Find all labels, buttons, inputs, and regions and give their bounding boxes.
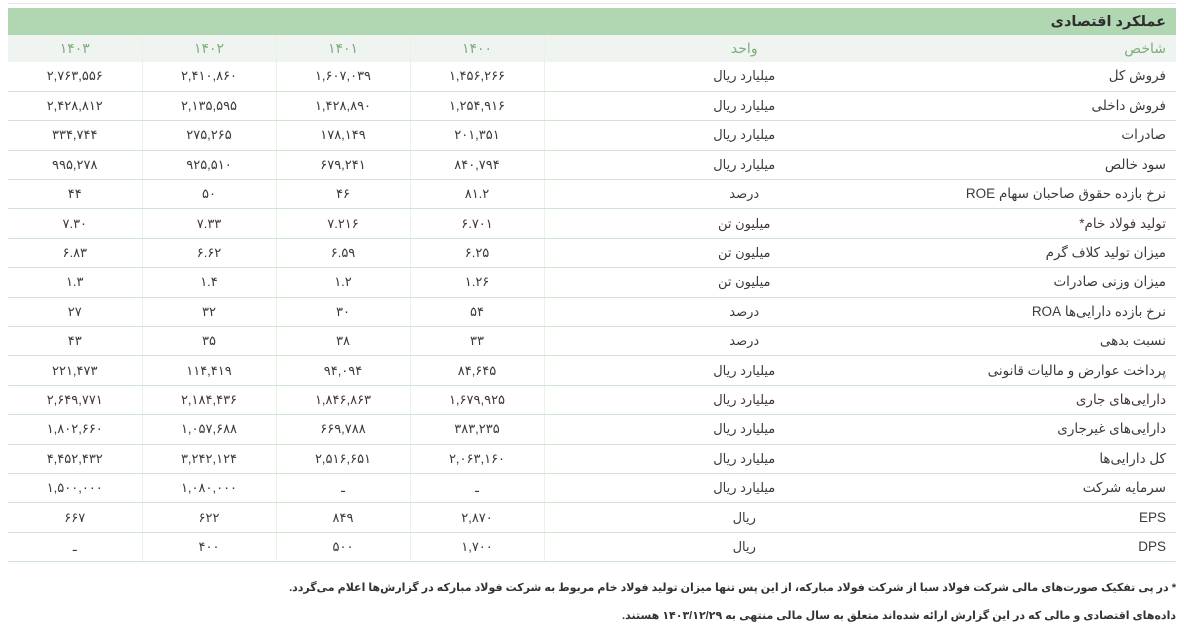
cell-indicator: EPS bbox=[944, 503, 1176, 532]
cell-unit: میلیارد ریال bbox=[544, 150, 944, 179]
cell-indicator: دارایی‌های غیرجاری bbox=[944, 415, 1176, 444]
cell-value-1400: ۲,۰۶۳,۱۶۰ bbox=[410, 444, 544, 473]
cell-value-1400: ۵۴ bbox=[410, 297, 544, 326]
cell-value-1403: ۲,۶۴۹,۷۷۱ bbox=[8, 385, 142, 414]
cell-value-1400: ۳۳ bbox=[410, 327, 544, 356]
cell-value-1401: ۲,۵۱۶,۶۵۱ bbox=[276, 444, 410, 473]
cell-value-1402: ۳۲ bbox=[142, 297, 276, 326]
cell-value-1401: ۱۷۸,۱۴۹ bbox=[276, 121, 410, 150]
cell-value-1403: ۲,۴۲۸,۸۱۲ bbox=[8, 91, 142, 120]
table-row bbox=[8, 121, 1176, 150]
table-row bbox=[8, 180, 1176, 209]
cell-indicator: دارایی‌های جاری bbox=[944, 385, 1176, 414]
col-header-year-1403: ۱۴۰۳ bbox=[8, 35, 142, 62]
table-row bbox=[8, 209, 1176, 238]
cell-value-1402: ۲,۱۸۴,۴۳۶ bbox=[142, 385, 276, 414]
table-body bbox=[8, 62, 1176, 562]
table-row bbox=[8, 473, 1176, 502]
cell-unit: میلیون تن bbox=[544, 268, 944, 297]
cell-value-1402: ۶.۶۲ bbox=[142, 238, 276, 267]
cell-value-1402: ۵۰ bbox=[142, 180, 276, 209]
cell-indicator: DPS bbox=[944, 532, 1176, 561]
cell-value-1400: ـ bbox=[410, 473, 544, 502]
cell-value-1403: ۱,۵۰۰,۰۰۰ bbox=[8, 473, 142, 502]
cell-unit: میلیارد ریال bbox=[544, 385, 944, 414]
cell-value-1401: ۷.۲۱۶ bbox=[276, 209, 410, 238]
cell-indicator: کل دارایی‌ها bbox=[944, 444, 1176, 473]
table-row bbox=[8, 91, 1176, 120]
cell-indicator: میزان تولید کلاف گرم bbox=[944, 238, 1176, 267]
cell-value-1403: ۶.۸۳ bbox=[8, 238, 142, 267]
table-title: عملکرد اقتصادی bbox=[1050, 13, 1166, 30]
cell-value-1400: ۶.۷۰۱ bbox=[410, 209, 544, 238]
col-header-year-1401: ۱۴۰۱ bbox=[276, 35, 410, 62]
cell-value-1401: ۶.۵۹ bbox=[276, 238, 410, 267]
cell-value-1401: ۸۴۹ bbox=[276, 503, 410, 532]
table-row bbox=[8, 268, 1176, 297]
cell-value-1400: ۲۰۱,۳۵۱ bbox=[410, 121, 544, 150]
cell-value-1401: ۴۶ bbox=[276, 180, 410, 209]
page-top-divider bbox=[8, 3, 1176, 4]
cell-value-1401: ـ bbox=[276, 473, 410, 502]
cell-value-1402: ۲,۱۳۵,۵۹۵ bbox=[142, 91, 276, 120]
cell-value-1401: ۵۰۰ bbox=[276, 532, 410, 561]
cell-value-1400: ۱,۴۵۶,۲۶۶ bbox=[410, 62, 544, 91]
cell-value-1401: ۳۸ bbox=[276, 327, 410, 356]
economic-performance-table bbox=[8, 35, 1176, 562]
table-row bbox=[8, 150, 1176, 179]
footnote-fiscal-year: داده‌های اقتصادی و مالی که در این گزارش ارائه شده‌اند متعلق به سال مالی منتهی به ۱۴۰۳/۱۲/۲۹ هستند. bbox=[622, 610, 1176, 622]
cell-value-1402: ۳۵ bbox=[142, 327, 276, 356]
cell-value-1402: ۲۷۵,۲۶۵ bbox=[142, 121, 276, 150]
table-row bbox=[8, 503, 1176, 532]
col-header-indicator: شاخص bbox=[1124, 40, 1166, 56]
table-row bbox=[8, 297, 1176, 326]
cell-value-1403: ۲,۷۶۳,۵۵۶ bbox=[8, 62, 142, 91]
cell-value-1402: ۲,۴۱۰,۸۶۰ bbox=[142, 62, 276, 91]
cell-unit: ریال bbox=[544, 503, 944, 532]
cell-value-1402: ۹۲۵,۵۱۰ bbox=[142, 150, 276, 179]
cell-indicator: نسبت بدهی bbox=[944, 327, 1176, 356]
cell-value-1401: ۱,۴۲۸,۸۹۰ bbox=[276, 91, 410, 120]
cell-value-1400: ۸۱.۲ bbox=[410, 180, 544, 209]
cell-unit: میلیارد ریال bbox=[544, 91, 944, 120]
table-row bbox=[8, 238, 1176, 267]
cell-unit: درصد bbox=[544, 297, 944, 326]
cell-indicator: سود خالص bbox=[944, 150, 1176, 179]
cell-value-1402: ۷.۳۳ bbox=[142, 209, 276, 238]
cell-value-1403: ۴۳ bbox=[8, 327, 142, 356]
cell-unit: میلیارد ریال bbox=[544, 444, 944, 473]
cell-value-1403: ۲۲۱,۴۷۳ bbox=[8, 356, 142, 385]
cell-unit: ریال bbox=[544, 532, 944, 561]
cell-value-1403: ۱.۳ bbox=[8, 268, 142, 297]
cell-value-1400: ۱,۲۵۴,۹۱۶ bbox=[410, 91, 544, 120]
table-row bbox=[8, 356, 1176, 385]
cell-unit: درصد bbox=[544, 327, 944, 356]
cell-value-1401: ۱,۸۴۶,۸۶۳ bbox=[276, 385, 410, 414]
cell-unit: میلیون تن bbox=[544, 238, 944, 267]
cell-indicator: نرخ بازده دارایی‌ها ROA bbox=[944, 297, 1176, 326]
col-header-unit: واحد bbox=[730, 40, 758, 56]
cell-value-1403: ـ bbox=[8, 532, 142, 561]
cell-value-1403: ۳۳۴,۷۴۴ bbox=[8, 121, 142, 150]
cell-unit: میلیون تن bbox=[544, 209, 944, 238]
cell-unit: درصد bbox=[544, 180, 944, 209]
cell-value-1400: ۸۴۰,۷۹۴ bbox=[410, 150, 544, 179]
cell-value-1401: ۱.۲ bbox=[276, 268, 410, 297]
cell-value-1403: ۴۴ bbox=[8, 180, 142, 209]
cell-value-1401: ۹۴,۰۹۴ bbox=[276, 356, 410, 385]
cell-indicator: سرمایه شرکت bbox=[944, 473, 1176, 502]
cell-value-1402: ۱.۴ bbox=[142, 268, 276, 297]
cell-value-1403: ۶۶۷ bbox=[8, 503, 142, 532]
table-row bbox=[8, 444, 1176, 473]
cell-value-1400: ۳۸۳,۲۳۵ bbox=[410, 415, 544, 444]
cell-value-1403: ۲۷ bbox=[8, 297, 142, 326]
table-row bbox=[8, 62, 1176, 91]
cell-value-1401: ۳۰ bbox=[276, 297, 410, 326]
header-row bbox=[8, 35, 1176, 62]
cell-value-1401: ۶۷۹,۲۴۱ bbox=[276, 150, 410, 179]
table-row bbox=[8, 532, 1176, 561]
cell-unit: میلیارد ریال bbox=[544, 473, 944, 502]
cell-indicator: میزان وزنی صادرات bbox=[944, 268, 1176, 297]
cell-value-1403: ۱,۸۰۲,۶۶۰ bbox=[8, 415, 142, 444]
cell-indicator: فروش داخلی bbox=[944, 91, 1176, 120]
cell-value-1402: ۱,۰۸۰,۰۰۰ bbox=[142, 473, 276, 502]
cell-value-1400: ۱,۷۰۰ bbox=[410, 532, 544, 561]
cell-unit: میلیارد ریال bbox=[544, 356, 944, 385]
cell-value-1401: ۱,۶۰۷,۰۳۹ bbox=[276, 62, 410, 91]
table-title-bar bbox=[8, 8, 1176, 35]
cell-value-1403: ۹۹۵,۲۷۸ bbox=[8, 150, 142, 179]
cell-value-1400: ۲,۸۷۰ bbox=[410, 503, 544, 532]
table-row bbox=[8, 327, 1176, 356]
cell-value-1402: ۱,۰۵۷,۶۸۸ bbox=[142, 415, 276, 444]
footnote-steel-production: * در پی تفکیک صورت‌های مالی شرکت فولاد سبا از شرکت فولاد مبارکه، از این پس تنها میزان تولید فولاد خام مربوط به شرکت فولاد مبارکه در گزارش‌ها اعلام می‌گردد. bbox=[289, 582, 1176, 594]
cell-indicator: تولید فولاد خام* bbox=[944, 209, 1176, 238]
cell-indicator: فروش کل bbox=[944, 62, 1176, 91]
cell-value-1400: ۱.۲۶ bbox=[410, 268, 544, 297]
cell-indicator: نرخ بازده حقوق صاحبان سهام ROE bbox=[944, 180, 1176, 209]
table-header bbox=[8, 35, 1176, 62]
cell-value-1401: ۶۶۹,۷۸۸ bbox=[276, 415, 410, 444]
cell-indicator: صادرات bbox=[944, 121, 1176, 150]
cell-value-1403: ۷.۳۰ bbox=[8, 209, 142, 238]
cell-value-1402: ۳,۲۴۲,۱۲۴ bbox=[142, 444, 276, 473]
cell-unit: میلیارد ریال bbox=[544, 121, 944, 150]
col-header-year-1402: ۱۴۰۲ bbox=[142, 35, 276, 62]
cell-value-1400: ۶.۲۵ bbox=[410, 238, 544, 267]
cell-value-1403: ۴,۴۵۲,۴۳۲ bbox=[8, 444, 142, 473]
cell-value-1402: ۴۰۰ bbox=[142, 532, 276, 561]
cell-value-1400: ۱,۶۷۹,۹۲۵ bbox=[410, 385, 544, 414]
cell-unit: میلیارد ریال bbox=[544, 62, 944, 91]
table-row bbox=[8, 415, 1176, 444]
cell-indicator: پرداخت عوارض و مالیات قانونی bbox=[944, 356, 1176, 385]
cell-value-1402: ۶۲۲ bbox=[142, 503, 276, 532]
cell-value-1400: ۸۴,۶۴۵ bbox=[410, 356, 544, 385]
col-header-year-1400: ۱۴۰۰ bbox=[410, 35, 544, 62]
cell-value-1402: ۱۱۴,۴۱۹ bbox=[142, 356, 276, 385]
table-row bbox=[8, 385, 1176, 414]
cell-unit: میلیارد ریال bbox=[544, 415, 944, 444]
